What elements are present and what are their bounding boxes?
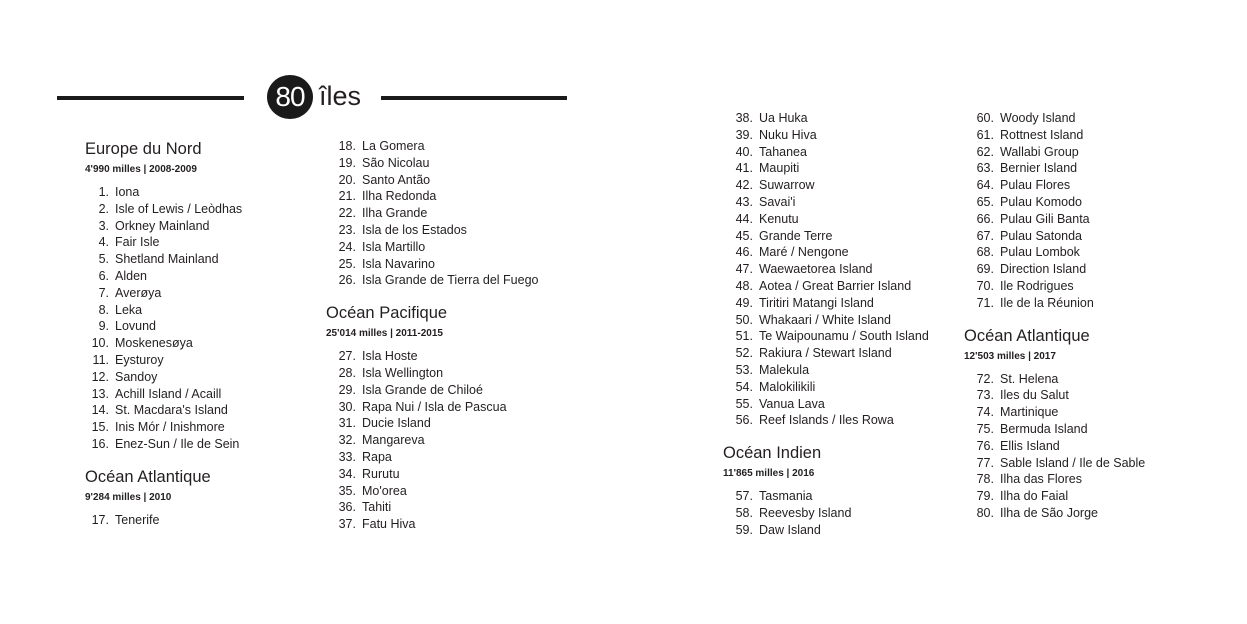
island-item: [964, 211, 1145, 228]
island-item: [964, 387, 1145, 404]
island-item: [85, 201, 242, 218]
island-name: Maupiti: [759, 161, 800, 176]
island-item: [723, 127, 929, 144]
island-name: Reevesby Island: [759, 505, 852, 520]
island-item: [964, 194, 1145, 211]
section-meta: 4'990 milles | 2008-2009: [85, 164, 197, 175]
island-item: [964, 144, 1145, 161]
island-number: 7.: [98, 285, 109, 300]
section-atlantique-1: [85, 467, 242, 529]
island-item: [723, 244, 929, 261]
island-item: [964, 228, 1145, 245]
island-number: 29.: [338, 382, 356, 397]
island-name: Iona: [115, 185, 140, 199]
island-name: Ile Rodrigues: [1000, 278, 1074, 293]
island-number: 52.: [735, 346, 753, 361]
island-name: Sandoy: [115, 369, 158, 384]
island-name: Bernier Island: [1000, 161, 1078, 176]
column-2: [326, 138, 539, 533]
island-item: [85, 436, 242, 453]
island-item: [85, 302, 242, 319]
island-name: Isla Grande de Tierra del Fuego: [362, 273, 539, 288]
island-item: [723, 488, 929, 505]
island-item: [964, 177, 1145, 194]
island-number: 34.: [338, 466, 356, 481]
island-name: Rottnest Island: [1000, 127, 1084, 142]
island-number: 39.: [735, 127, 753, 142]
island-number: 8.: [98, 302, 109, 317]
island-name: Fair Isle: [115, 235, 160, 250]
section-indien: [723, 443, 929, 538]
island-number: 46.: [735, 245, 753, 260]
island-item: [723, 379, 929, 396]
island-name: Ellis Island: [1000, 438, 1060, 453]
island-number: 65.: [976, 194, 994, 209]
island-item: [85, 251, 242, 268]
island-name: Mangareva: [362, 433, 425, 448]
island-item: [326, 138, 539, 155]
island-number: 54.: [735, 379, 753, 394]
island-item: [964, 110, 1145, 127]
island-name: Ducie Island: [362, 416, 431, 431]
section-heading: Océan Atlantique: [85, 467, 211, 486]
island-number: 47.: [735, 262, 753, 277]
island-number: 60.: [976, 111, 994, 125]
island-name: Savai'i: [759, 194, 796, 209]
island-name: Te Waipounamu / South Island: [759, 329, 929, 344]
island-number: 49.: [735, 295, 753, 310]
island-number: 63.: [976, 161, 994, 176]
island-item: [964, 488, 1145, 505]
island-number: 26.: [338, 273, 356, 288]
island-list: [85, 512, 242, 529]
island-number: 10.: [91, 336, 109, 351]
island-number: 9.: [98, 319, 109, 334]
island-name: Rapa: [362, 449, 392, 464]
island-item: [85, 402, 242, 419]
island-number: 18.: [338, 139, 356, 153]
island-number: 2.: [98, 201, 109, 216]
island-number: 76.: [976, 438, 994, 453]
island-number: 6.: [98, 268, 109, 283]
island-name: Orkney Mainland: [115, 218, 210, 233]
island-number: 45.: [735, 228, 753, 243]
island-number: 64.: [976, 178, 994, 193]
island-name: St. Macdara's Island: [115, 403, 228, 418]
island-name: Bermuda Island: [1000, 421, 1088, 436]
island-name: St. Helena: [1000, 371, 1059, 386]
column-4: [964, 110, 1145, 522]
island-name: Nuku Hiva: [759, 127, 817, 142]
island-item: [964, 278, 1145, 295]
island-name: Rapa Nui / Isla de Pascua: [362, 399, 507, 414]
island-item: [723, 194, 929, 211]
island-item: [326, 272, 539, 289]
island-name: Daw Island: [759, 522, 821, 537]
section-meta: 9'284 milles | 2010: [85, 491, 172, 503]
section-heading: Europe du Nord: [85, 140, 202, 158]
island-item: [85, 512, 242, 529]
island-number: 72.: [976, 371, 994, 386]
island-item: [964, 244, 1145, 261]
island-number: 35.: [338, 483, 356, 498]
island-name: Isla Grande de Chiloé: [362, 382, 483, 397]
island-name: Malokilikili: [759, 379, 816, 394]
island-item: [326, 365, 539, 382]
island-item: [85, 218, 242, 235]
island-item: [326, 483, 539, 500]
column-1: [85, 139, 242, 529]
section-meta: 25'014 milles | 2011-2015: [326, 328, 443, 340]
island-item: [85, 318, 242, 335]
island-name: Vanua Lava: [759, 396, 825, 411]
island-number: 80.: [976, 505, 994, 520]
island-item: [326, 449, 539, 466]
island-number: 38.: [735, 111, 753, 125]
island-number: 42.: [735, 178, 753, 193]
island-name: Pulau Flores: [1000, 178, 1071, 193]
island-item: [85, 419, 242, 436]
section-europe-nord: [85, 139, 242, 453]
island-number: 59.: [735, 522, 753, 537]
island-number: 68.: [976, 245, 994, 260]
island-item: [326, 466, 539, 483]
island-name: Direction Island: [1000, 262, 1087, 277]
island-item: [964, 421, 1145, 438]
section-heading: Océan Pacifique: [326, 304, 448, 323]
section-pacifique: [326, 303, 539, 533]
island-name: Isla Navarino: [362, 256, 435, 271]
island-item: [326, 499, 539, 516]
island-name: Tahanea: [759, 144, 807, 159]
island-number: 53.: [735, 362, 753, 377]
island-name: Ilha do Faial: [1000, 489, 1069, 504]
island-item: [964, 471, 1145, 488]
section-meta: 11'865 milles | 2016: [723, 468, 815, 480]
island-item: [723, 228, 929, 245]
island-number: 74.: [976, 405, 994, 420]
island-name: Ilha de São Jorge: [1000, 505, 1098, 520]
island-item: [326, 205, 539, 222]
island-name: Isle of Lewis / Leòdhas: [115, 201, 243, 216]
island-item: [326, 415, 539, 432]
island-number: 40.: [735, 144, 753, 159]
island-number: 31.: [338, 416, 356, 431]
island-number: 51.: [735, 329, 753, 344]
island-name: Moskenesøya: [115, 336, 193, 351]
island-name: Pulau Satonda: [1000, 228, 1083, 243]
title-rule-right: [381, 96, 567, 100]
title-number-badge: 80: [267, 75, 313, 119]
island-name: Lovund: [115, 319, 157, 334]
island-item: [964, 261, 1145, 278]
island-number: 20.: [338, 172, 356, 187]
island-list: [964, 371, 1145, 522]
island-number: 28.: [338, 365, 356, 380]
island-item: [85, 369, 242, 386]
island-item: [723, 144, 929, 161]
page-title: îles: [319, 81, 362, 111]
island-item: [964, 295, 1145, 312]
island-item: [326, 516, 539, 533]
island-item: [85, 285, 242, 302]
island-item: [723, 362, 929, 379]
island-item: [964, 404, 1145, 421]
island-name: Isla Martillo: [362, 239, 426, 254]
island-number: 50.: [735, 312, 753, 327]
island-number: 22.: [338, 206, 356, 221]
island-name: Shetland Mainland: [115, 252, 219, 267]
island-name: Ua Huka: [759, 111, 808, 125]
island-number: 4.: [98, 235, 109, 250]
island-item: [723, 412, 929, 429]
island-number: 66.: [976, 211, 994, 226]
island-name: Isla de los Estados: [362, 222, 467, 237]
island-item: [85, 184, 242, 201]
island-item: [723, 261, 929, 278]
island-name: Ilha Redonda: [362, 189, 437, 204]
island-item: [326, 256, 539, 273]
island-item: [723, 160, 929, 177]
section-meta: 12'503 milles | 2017: [964, 350, 1056, 362]
island-number: 37.: [338, 517, 356, 532]
island-number: 30.: [338, 399, 356, 414]
island-name: Sable Island / Ile de Sable: [1000, 455, 1146, 470]
island-item: [723, 312, 929, 329]
island-name: Isla Hoste: [362, 349, 418, 364]
island-number: 55.: [735, 396, 753, 411]
island-name: Iles du Salut: [1000, 388, 1069, 403]
island-item: [964, 438, 1145, 455]
island-name: Tahiti: [362, 500, 392, 515]
island-name: Tenerife: [115, 512, 160, 527]
island-item: [326, 382, 539, 399]
island-list: [326, 348, 539, 533]
island-item: [723, 328, 929, 345]
island-number: 75.: [976, 421, 994, 436]
island-number: 21.: [338, 189, 356, 204]
island-number: 61.: [976, 127, 994, 142]
island-number: 19.: [338, 155, 356, 170]
island-item: [723, 295, 929, 312]
island-name: Martinique: [1000, 405, 1059, 420]
island-number: 16.: [91, 436, 109, 451]
island-name: Rurutu: [362, 466, 400, 481]
island-name: Pulau Lombok: [1000, 245, 1080, 260]
island-name: Kenutu: [759, 211, 799, 226]
island-number: 56.: [735, 413, 753, 428]
island-name: Suwarrow: [759, 178, 815, 193]
island-name: Achill Island / Acaill: [115, 386, 222, 401]
island-name: Ile de la Réunion: [1000, 295, 1094, 310]
island-item: [326, 432, 539, 449]
island-name: Tiritiri Matangi Island: [759, 295, 874, 310]
island-item: [723, 345, 929, 362]
island-name: Isla Wellington: [362, 365, 444, 380]
island-item: [964, 160, 1145, 177]
section-heading: Océan Atlantique: [964, 326, 1090, 345]
island-name: Whakaari / White Island: [759, 312, 891, 327]
island-item: [326, 188, 539, 205]
island-number: 58.: [735, 505, 753, 520]
island-name: Malekula: [759, 362, 810, 377]
island-number: 17.: [91, 512, 109, 527]
island-number: 33.: [338, 449, 356, 464]
island-item: [723, 522, 929, 539]
island-number: 43.: [735, 194, 753, 209]
island-number: 32.: [338, 433, 356, 448]
section-heading: Océan Indien: [723, 444, 822, 463]
island-number: 36.: [338, 500, 356, 515]
island-name: Mo'orea: [362, 483, 407, 498]
island-item: [723, 211, 929, 228]
island-number: 67.: [976, 228, 994, 243]
island-number: 73.: [976, 388, 994, 403]
island-name: Alden: [115, 268, 147, 283]
island-number: 3.: [98, 218, 109, 233]
island-name: Tasmania: [759, 489, 813, 504]
island-number: 48.: [735, 278, 753, 293]
island-name: Woody Island: [1000, 111, 1076, 125]
island-number: 77.: [976, 455, 994, 470]
island-name: Inis Mór / Inishmore: [115, 420, 225, 435]
island-item: [85, 268, 242, 285]
island-number: 57.: [735, 489, 753, 504]
island-number: 24.: [338, 239, 356, 254]
island-number: 62.: [976, 144, 994, 159]
island-name: Ilha Grande: [362, 206, 428, 221]
island-number: 78.: [976, 472, 994, 487]
island-name: Eysturoy: [115, 352, 164, 367]
island-item: [964, 127, 1145, 144]
island-item: [723, 396, 929, 413]
column-3: [723, 110, 929, 539]
island-item: [723, 177, 929, 194]
island-name: Pulau Komodo: [1000, 194, 1083, 209]
island-list: [723, 488, 929, 538]
island-number: 15.: [91, 420, 109, 435]
island-number: 1.: [98, 185, 109, 199]
island-list: [964, 110, 1145, 312]
island-name: Grande Terre: [759, 228, 833, 243]
island-number: 70.: [976, 278, 994, 293]
island-item: [85, 335, 242, 352]
island-number: 5.: [98, 252, 109, 267]
island-number: 27.: [338, 349, 356, 364]
island-name: Leka: [115, 302, 143, 317]
island-name: Aotea / Great Barrier Island: [759, 278, 912, 293]
island-item: [326, 155, 539, 172]
island-name: Fatu Hiva: [362, 517, 416, 532]
island-name: Reef Islands / Iles Rowa: [759, 413, 894, 428]
island-number: 14.: [91, 403, 109, 418]
island-name: Averøya: [115, 285, 162, 300]
island-number: 12.: [91, 369, 109, 384]
island-name: Pulau Gili Banta: [1000, 211, 1090, 226]
section-atlantique-2: [964, 326, 1145, 522]
island-list: [723, 110, 929, 429]
island-item: [964, 371, 1145, 388]
island-number: 41.: [735, 161, 753, 176]
island-item: [723, 505, 929, 522]
island-list: [326, 138, 539, 289]
island-number: 23.: [338, 222, 356, 237]
island-item: [85, 234, 242, 251]
island-item: [326, 172, 539, 189]
island-name: Wallabi Group: [1000, 144, 1079, 159]
island-number: 79.: [976, 489, 994, 504]
island-number: 69.: [976, 262, 994, 277]
title-rule-left: [57, 96, 244, 100]
island-item: [85, 386, 242, 403]
island-item: [326, 348, 539, 365]
island-name: Santo Antão: [362, 172, 431, 187]
island-name: São Nicolau: [362, 155, 430, 170]
island-list: [85, 184, 242, 453]
island-name: Enez-Sun / Ile de Sein: [115, 436, 240, 451]
island-item: [723, 278, 929, 295]
island-name: Rakiura / Stewart Island: [759, 346, 892, 361]
island-item: [85, 352, 242, 369]
island-name: La Gomera: [362, 139, 425, 153]
island-number: 13.: [91, 386, 109, 401]
island-item: [326, 222, 539, 239]
island-item: [964, 455, 1145, 472]
island-name: Waewaetorea Island: [759, 262, 873, 277]
island-item: [964, 505, 1145, 522]
island-number: 11.: [92, 352, 109, 367]
island-item: [326, 239, 539, 256]
island-name: Ilha das Flores: [1000, 472, 1082, 487]
island-item: [723, 110, 929, 127]
island-number: 44.: [735, 211, 753, 226]
island-number: 25.: [338, 256, 356, 271]
island-number: 71.: [976, 295, 994, 310]
island-name: Maré / Nengone: [759, 245, 849, 260]
island-item: [326, 399, 539, 416]
